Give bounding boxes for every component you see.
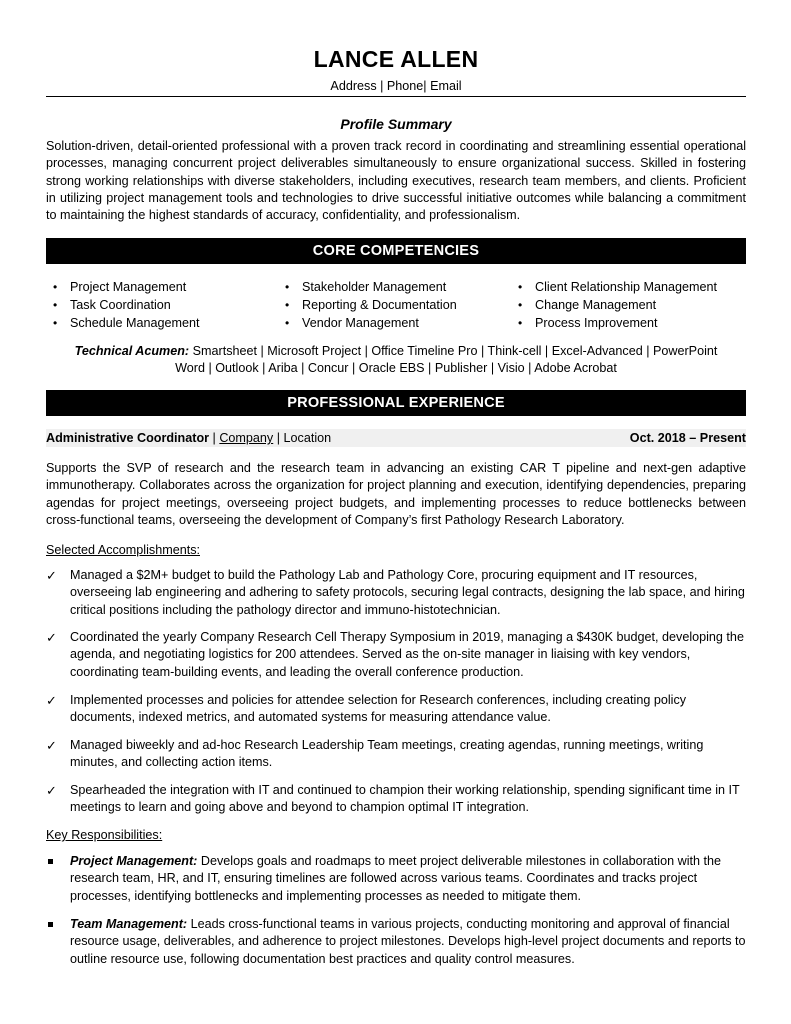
company-name: Company: [219, 431, 274, 445]
job-location: Location: [283, 431, 332, 445]
header-divider: [46, 96, 746, 97]
competency-item: • Client Relationship Management: [518, 280, 718, 294]
profile-summary-heading: Profile Summary: [340, 116, 452, 132]
competency-item: • Task Coordination: [53, 298, 171, 312]
checkmark-icon: ✓: [46, 630, 57, 645]
checkmark-icon: ✓: [46, 693, 57, 708]
competency-item: • Process Improvement: [518, 316, 658, 330]
bullet-icon: •: [53, 280, 58, 294]
technical-tools-line-1: Smartsheet | Microsoft Project | Office Timeline Pro | Think-cell | Excel-Advanced | PowerPoint: [189, 344, 718, 358]
bullet-icon: •: [518, 316, 523, 330]
job-title-line: Administrative Coordinator | Company | Location: [46, 431, 332, 445]
bullet-icon: •: [53, 316, 58, 330]
competency-item: • Change Management: [518, 298, 657, 312]
core-competencies-heading: CORE COMPETENCIES: [46, 238, 746, 264]
responsibilities-label: Key Responsibilities:: [46, 828, 163, 842]
bullet-icon: •: [285, 280, 290, 294]
job-dates: Oct. 2018 – Present: [629, 431, 746, 445]
profile-summary-text: Solution-driven, detail-oriented professional with a proven track record in coordinating and streamlining essential operational processes, managing concurrent project deliverables simultaneously to ensure organizational success. Skilled in fostering strong working relationships with diverse stakeholders, including executives, research team members, and clients. Proficient in utilizing project management tools and technologies to drive successful initiative outcomes while balancing a commitment to maintaining the highest standards of accuracy, confidentiality, and professionalism.: [46, 139, 746, 223]
bullet-icon: •: [285, 298, 290, 312]
checkmark-icon: ✓: [46, 783, 57, 798]
technical-acumen: [46, 343, 746, 377]
square-bullet-icon: [48, 922, 53, 927]
bullet-icon: •: [285, 316, 290, 330]
bullet-icon: •: [53, 298, 58, 312]
competencies-list: [46, 278, 746, 334]
checkmark-icon: ✓: [46, 568, 57, 583]
accomplishments-label: Selected Accomplishments:: [46, 543, 200, 557]
competency-item: • Schedule Management: [53, 316, 200, 330]
contact-line: Address | Phone| Email: [330, 79, 462, 93]
bullet-icon: •: [518, 280, 523, 294]
technical-acumen-label: Technical Acumen:: [74, 344, 190, 358]
competency-item: • Project Management: [53, 280, 187, 294]
technical-tools-line-2: Word | Outlook | Ariba | Concur | Oracle EBS | Publisher | Visio | Adobe Acrobat: [175, 361, 617, 375]
job-title: Administrative Coordinator: [46, 431, 210, 445]
professional-experience-heading: PROFESSIONAL EXPERIENCE: [46, 390, 746, 416]
bullet-icon: •: [518, 298, 523, 312]
job-header: [46, 429, 746, 447]
competency-item: • Reporting & Documentation: [285, 298, 457, 312]
competencies-column-1: [46, 278, 200, 332]
competency-item: • Stakeholder Management: [285, 280, 447, 294]
competency-item: • Vendor Management: [285, 316, 419, 330]
square-bullet-icon: [48, 859, 53, 864]
checkmark-icon: ✓: [46, 738, 57, 753]
candidate-name: LANCE ALLEN: [313, 46, 479, 72]
role-description: Supports the SVP of research and the research team in advancing an existing CAR T pipeline and next-gen adaptive immunotherapy. Collaborates across the organization for project planning and execution, identifying dependencies, preparing agendas for project meetings, overseeing project budgets, and implementing processes to reduce bottlenecks between cross-functional teams, overseeing the development of Company’s first Pathology Research Laboratory.: [46, 461, 746, 527]
competencies-column-3: [511, 278, 717, 332]
competencies-column-2: [278, 278, 457, 332]
